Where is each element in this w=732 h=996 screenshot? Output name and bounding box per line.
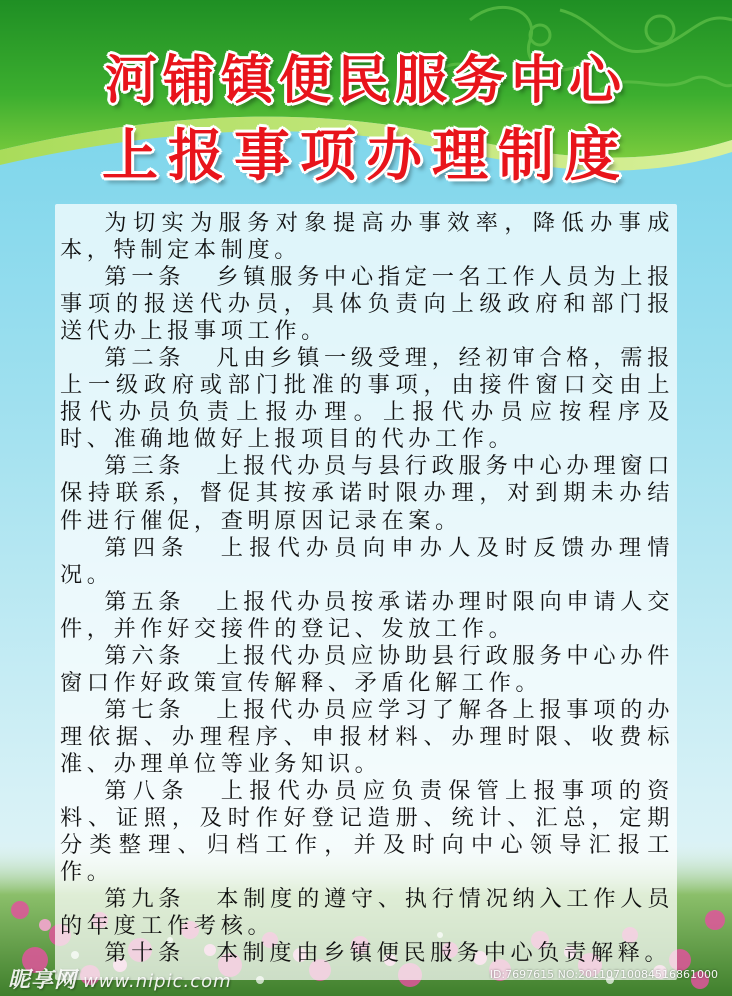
clause-number: 第六条 [104,642,186,669]
clause-number: 第七条 [104,696,186,723]
clause-text: 上报代办员应协助县行政服务中心办件窗口作好政策宣传解释、矛盾化解工作。 [60,642,674,696]
clause-text: 上报代办员应负责保管上报事项的资料、证照，及时作好登记造册、统计、汇总，定期分类整理、归档工作，并及时向中心领导汇报工作。 [60,777,674,886]
clause-number: 第三条 [104,453,186,480]
clause-number: 第五条 [104,588,186,615]
clause-text: 上报代办员应学习了解各上报事项的办理依据、办理程序、申报材料、办理时限、收费标准、办理单位等业务知识。 [60,696,674,777]
regulation-text [60,210,674,967]
watermark-url: www.nipic.com [83,971,232,992]
clause-1 [60,264,674,345]
clause-3 [60,453,674,534]
watermark-brand: 昵享网 [8,968,78,993]
clause-number: 第四条 [104,534,190,561]
clause-7 [60,697,674,778]
clause-text: 凡由乡镇一级受理，经初审合格，需报上一级政府或部门批准的事项，由接件窗口交由上报代办员负责上报办理。上报代办员应按程序及时、准确地做好上报项目的代办工作。 [60,345,674,453]
clause-number: 第八条 [104,777,190,804]
clause-text: 乡镇服务中心指定一名工作人员为上报事项的报送代办员，具体负责向上级政府和部门报送代办上报事项工作。 [60,264,674,345]
title-line-1: 河铺镇便民服务中心 [104,51,627,111]
clause-number: 第十条 [104,940,185,967]
clause-text: 本制度由乡镇便民服务中心负责解释。 [215,940,672,967]
clause-9 [60,886,674,940]
clause-number: 第九条 [104,886,186,913]
image-id-text: ID:7697615 NO:20110710084516861000 [489,968,718,981]
clause-2 [60,345,674,453]
site-watermark [8,963,232,994]
clause-number: 第一条 [104,264,186,291]
intro-paragraph: 为切实为服务对象提高办事效率，降低办事成本，特制定本制度。 [60,210,674,264]
clause-text: 上报代办员与县行政服务中心办理窗口保持联系，督促其按承诺时限办理，对到期未办结件进行催促，查明原因记录在案。 [60,453,674,534]
clause-6 [60,643,674,697]
clause-4 [60,535,674,589]
clause-5 [60,589,674,643]
title-line-2: 上报事项办理制度 [102,124,630,189]
clause-8 [60,778,674,886]
clause-text: 上报代办员向申办人及时反馈办理情况。 [60,534,674,588]
clause-text: 本制度的遵守、执行情况纳入工作人员的年度工作考核。 [60,886,674,940]
clause-number: 第二条 [104,345,186,372]
clause-text: 上报代办员按承诺办理时限向申请人交件，并作好交接件的登记、发放工作。 [60,588,674,642]
